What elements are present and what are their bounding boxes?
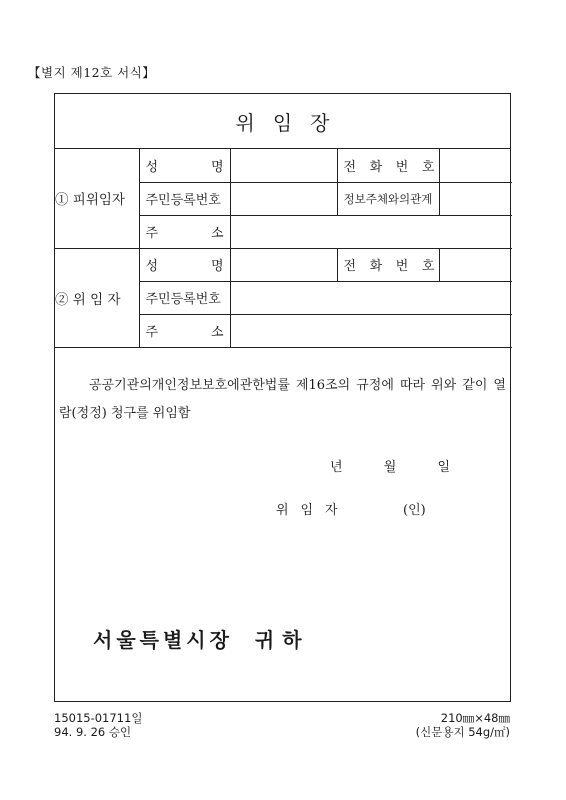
paper-size: 210㎜×48㎜ bbox=[440, 711, 510, 725]
delegator-phone-label: 전 화 번 호 bbox=[337, 149, 439, 182]
form-code: 15015-01711일 bbox=[54, 711, 143, 725]
date-month-label: 월 bbox=[383, 460, 397, 475]
delegator-relation-field[interactable] bbox=[439, 182, 512, 215]
delegator-name-label bbox=[139, 149, 230, 182]
delegator-phone-field[interactable] bbox=[439, 149, 512, 182]
delegator-heading: ① 피위임자 bbox=[55, 149, 139, 248]
paper-type: (신문용지 54g/㎡) bbox=[415, 725, 510, 739]
delegator-rrn-label: 주민등록번호 bbox=[139, 182, 230, 215]
table-row bbox=[55, 149, 512, 182]
delegate-phone-field[interactable] bbox=[439, 248, 512, 281]
form-title bbox=[55, 94, 510, 149]
delegate-heading: ② 위 임 자 bbox=[55, 248, 139, 347]
form-number-label: 【별지 제12호 서식】 bbox=[28, 65, 156, 80]
recipient-suffix: 귀하 bbox=[254, 628, 310, 652]
name-label-text: 성 명 bbox=[145, 159, 224, 175]
signer-label: 위 임 자 bbox=[276, 503, 342, 518]
delegation-statement: 공공기관의개인정보보호에관한법률 제16조의 규정에 따라 위와 같이 열람(정정) 청구를 위임함 bbox=[59, 378, 506, 421]
delegate-rrn-field[interactable] bbox=[230, 281, 512, 314]
form-title-text: 위임장 bbox=[235, 110, 348, 135]
date-day-label: 일 bbox=[437, 460, 450, 475]
table-row bbox=[55, 248, 512, 281]
delegator-address-label: 주 소 bbox=[139, 215, 230, 248]
delegator-address-field[interactable] bbox=[230, 215, 512, 248]
delegator-relation-label: 정보주체와의관계 bbox=[337, 182, 439, 215]
date-line bbox=[330, 456, 450, 475]
delegation-form bbox=[54, 93, 511, 702]
delegate-address-field[interactable] bbox=[230, 314, 512, 347]
recipient-name: 서울특별시장 bbox=[93, 628, 233, 652]
delegator-rrn-field[interactable] bbox=[230, 182, 337, 215]
delegate-name-label: 성 명 bbox=[139, 248, 230, 281]
delegate-rrn-label: 주민등록번호 bbox=[139, 281, 230, 314]
approval-date: 94. 9. 26 승인 bbox=[54, 725, 132, 739]
delegate-phone-label: 전 화 번 호 bbox=[337, 248, 439, 281]
recipient bbox=[93, 624, 310, 653]
delegate-address-label: 주 소 bbox=[139, 314, 230, 347]
delegator-name-field[interactable] bbox=[230, 149, 337, 182]
seal-mark: (인) bbox=[403, 503, 426, 518]
delegate-name-field[interactable] bbox=[230, 248, 337, 281]
date-year-label: 년 bbox=[330, 460, 343, 475]
party-info-table bbox=[55, 149, 512, 348]
